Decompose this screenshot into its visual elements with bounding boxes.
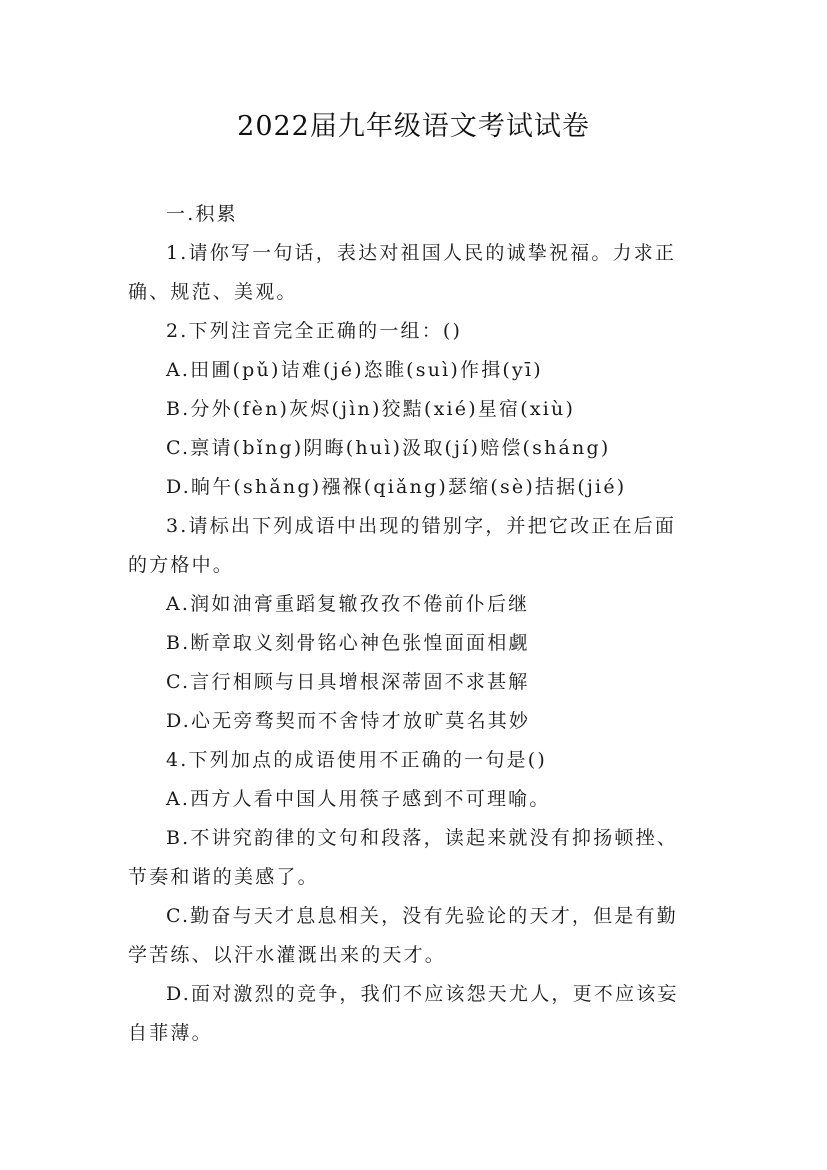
question-4-option-b-line-1: B.不讲究韵律的文句和段落，读起来就没有抑扬顿挫、 [166, 827, 679, 849]
question-2-option-c: C.禀请(bǐng)阴晦(huì)汲取(jí)赔偿(sháng) [166, 437, 611, 459]
question-4-option-a: A.西方人看中国人用筷子感到不可理喻。 [166, 788, 551, 810]
question-4-option-c-line-2: 学苦练、以汗水灌溉出来的天才。 [128, 944, 447, 966]
question-3-line-2: 的方格中。 [128, 554, 235, 576]
question-1-line-1: 1.请你写一句话，表达对祖国人民的诚挚祝福。力求正 [166, 242, 677, 264]
question-2-option-d: D.晌午(shǎng)襁褓(qiǎng)瑟缩(sè)拮据(jié) [166, 476, 627, 498]
question-4-option-d-line-2: 自菲薄。 [128, 1022, 213, 1044]
question-2-option-a: A.田圃(pǔ)诘难(jé)恣睢(suì)作揖(yī) [166, 359, 543, 381]
page-title: 2022届九年级语文考试试卷 [237, 111, 590, 142]
question-4-option-b-line-2: 节奏和谐的美感了。 [128, 866, 319, 888]
question-3-option-d: D.心无旁骛契而不舍恃才放旷莫名其妙 [166, 710, 531, 732]
section-heading: 一.积累 [166, 203, 238, 225]
question-4-option-c-line-1: C.勤奋与天才息息相关，没有先验论的天才，但是有勤 [166, 905, 678, 927]
question-3-line-1: 3.请标出下列成语中出现的错别字，并把它改正在后面 [166, 515, 677, 537]
question-1-line-2: 确、规范、美观。 [128, 281, 298, 303]
question-2-option-b: B.分外(fèn)灰烬(jìn)狡黠(xié)星宿(xiù) [166, 398, 576, 420]
question-3-option-c: C.言行相顾与日具增根深蒂固不求甚解 [166, 671, 530, 693]
question-4-option-d-line-1: D.面对激烈的竞争，我们不应该怨天尤人，更不应该妄 [166, 983, 679, 1005]
question-2-stem: 2.下列注音完全正确的一组：() [166, 320, 463, 342]
question-3-option-b: B.断章取义刻骨铭心神色张惶面面相觑 [166, 632, 530, 654]
question-4-stem: 4.下列加点的成语使用不正确的一句是() [166, 749, 547, 771]
question-3-option-a: A.润如油膏重蹈复辙孜孜不倦前仆后继 [166, 593, 530, 615]
